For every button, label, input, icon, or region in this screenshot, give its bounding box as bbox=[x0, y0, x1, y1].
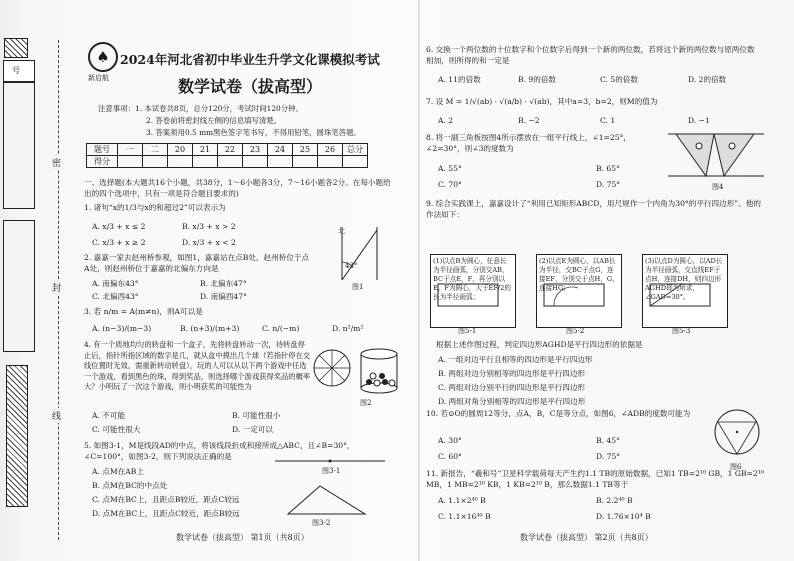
score-cell: 21 bbox=[193, 144, 218, 156]
seal-word-mi: 密 bbox=[52, 155, 61, 170]
q4-option-d[interactable]: D. 一定可以 bbox=[232, 425, 274, 434]
figure-3-1-caption: 图3-1 bbox=[322, 467, 341, 475]
label-id: 号 bbox=[12, 66, 20, 75]
q9-option-c[interactable]: C. 两组对边分别平行的四边形是平行四边形 bbox=[438, 383, 586, 392]
score-input[interactable] bbox=[143, 156, 168, 168]
center-fold bbox=[418, 0, 420, 561]
q2-option-b[interactable]: B. 北偏东47° bbox=[200, 279, 247, 288]
q7-option-a[interactable]: A. 2 bbox=[438, 116, 454, 125]
score-input[interactable] bbox=[168, 156, 193, 168]
notice-block bbox=[98, 103, 361, 139]
figure-6-caption: 图6 bbox=[730, 463, 742, 471]
q11-stem: 11. 新报告，“羲和号”卫星科学载荷每天产生约1.1 TB的原始数据，已知1 TB=2¹⁰ GB，1 GB=2¹⁰ MB，1 MB=2¹⁰ KB，1 KB=2¹⁰ B，那么数据1.1 TB等于 bbox=[426, 469, 764, 489]
seal-word-xian: 线 bbox=[52, 408, 61, 423]
q9-step-3: (3)以点D为圆心，以AD长为半径画弧，交直线EF于点H，连接DH，则四边形AGHD即为所求，∠GAD=30°。 bbox=[642, 254, 728, 328]
score-cell: 得分 bbox=[87, 156, 118, 168]
q3-stem: 3. 若 n/m = A(m≠n)，则A可以是 bbox=[84, 307, 203, 316]
q11-option-d[interactable]: D. 1.76×10⁴ B bbox=[596, 512, 651, 521]
q5-option-a[interactable]: A. 点M在AB上 bbox=[92, 467, 144, 476]
q8-option-d[interactable]: D. 75° bbox=[596, 180, 621, 189]
q10-option-b[interactable]: B. 45° bbox=[596, 436, 620, 445]
q5-option-d[interactable]: D. 点M在BC上，且距点C较近，距点B较远 bbox=[92, 509, 240, 518]
score-cell: 一 bbox=[118, 144, 143, 156]
q9-step-2: (2)以点E为圆心，以AB长为半径，交BC于点G，连接EF，分别交于点H，G，连接HG； bbox=[536, 254, 622, 328]
figure-4-caption: 图4 bbox=[712, 183, 724, 191]
q2-option-d[interactable]: D. 南偏西47° bbox=[200, 292, 247, 301]
q6-option-c[interactable]: C. 5的倍数 bbox=[600, 75, 638, 84]
score-cell: 26 bbox=[318, 144, 343, 156]
score-input[interactable] bbox=[243, 156, 268, 168]
q7-stem: 7. 设 M = 1/√(ab) · √(a/b) · √(ab)，其中a=3，b=2，则M的值为 bbox=[426, 97, 658, 106]
q10-option-d[interactable]: D. 75° bbox=[596, 452, 621, 461]
figure-4-triangles bbox=[666, 124, 766, 186]
school-box bbox=[3, 220, 35, 352]
score-cell: 22 bbox=[218, 144, 243, 156]
figure-5-rectangles bbox=[430, 276, 740, 316]
figure-1-angle: 43° bbox=[345, 262, 358, 270]
score-cell: 总分 bbox=[343, 144, 368, 156]
figure-5-1-caption: 图5-1 bbox=[458, 327, 477, 335]
score-input[interactable] bbox=[118, 156, 143, 168]
figure-1-north: 北 bbox=[338, 227, 345, 235]
score-input[interactable] bbox=[268, 156, 293, 168]
q4-option-a[interactable]: A. 不可能 bbox=[92, 411, 126, 420]
q8-option-a[interactable]: A. 55° bbox=[438, 164, 462, 173]
q3-option-d[interactable]: D. n²/m² bbox=[332, 324, 364, 333]
q7-option-b[interactable]: B. −2 bbox=[518, 116, 540, 125]
q3-option-b[interactable]: B. (n+3)/(m+3) bbox=[180, 324, 240, 333]
q9-question: 根据上述作图过程，判定四边形AGHD是平行四边形的依据是 bbox=[436, 340, 643, 349]
id-box bbox=[3, 60, 35, 82]
figure-1-caption: 图1 bbox=[352, 283, 364, 291]
q6-option-d[interactable]: D. 2的倍数 bbox=[688, 75, 727, 84]
publisher-name: 新启航 bbox=[88, 74, 109, 82]
notice-1: 注意事项：1. 本试卷共8页，总分120分，考试时间120分钟。 bbox=[98, 104, 303, 113]
paper-title: 数学试卷（拔高型） bbox=[178, 77, 323, 96]
figure-5-2-caption: 图5-2 bbox=[566, 327, 585, 335]
q10-stem: 10. 若⊙O的圆周12等分，点A，B，C是等分点，如图6，∠ADB的度数可能为 bbox=[426, 409, 691, 418]
score-cell: 二 bbox=[143, 144, 168, 156]
q3-option-a[interactable]: A. (n−3)/(m−3) bbox=[92, 324, 152, 333]
figure-2-caption: 图2 bbox=[360, 399, 372, 407]
score-cell: 23 bbox=[243, 144, 268, 156]
q10-option-c[interactable]: C. 60° bbox=[438, 452, 462, 461]
q8-option-c[interactable]: C. 70° bbox=[438, 180, 462, 189]
hatch-box-lower bbox=[6, 365, 28, 507]
q2-stem: 2. 嘉嘉一家去赵州桥参观，如图1，嘉嘉站在点B处，赵州桥位于点A处，则赵州桥位于嘉嘉的北偏东方向是 bbox=[84, 253, 310, 273]
score-cell: 题号 bbox=[87, 144, 118, 156]
q8-stem: 8. 将一副三角板按图4所示摆放在一组平行线上，∠1=25°，∠2=30°，则∠3的度数为 bbox=[426, 133, 631, 153]
q4-option-b[interactable]: B. 可能性很小 bbox=[232, 411, 281, 420]
q3-option-c[interactable]: C. n/(−m) bbox=[262, 324, 300, 333]
score-input[interactable] bbox=[218, 156, 243, 168]
score-value-row bbox=[87, 156, 368, 168]
score-input[interactable] bbox=[318, 156, 343, 168]
hatch-box bbox=[4, 38, 28, 58]
q9-step-1: (1)以点B为圆心，任意长为半径画弧，分别交AB，BC于点E，F，再分别以E，F为圆心，大于EF/2的长为半径画弧； bbox=[430, 254, 516, 328]
q7-option-c[interactable]: C. 1 bbox=[600, 116, 616, 125]
q11-option-b[interactable]: B. 2.2⁴⁰ B bbox=[596, 496, 633, 505]
score-input[interactable] bbox=[293, 156, 318, 168]
publisher-logo-icon: ♠ bbox=[88, 42, 118, 72]
q9-option-a[interactable]: A. 一组对边平行且相等的四边形是平行四边形 bbox=[438, 355, 593, 364]
score-cell: 24 bbox=[268, 144, 293, 156]
figure-2-spinner-and-box bbox=[312, 342, 402, 402]
q9-option-d[interactable]: D. 两组对角分别相等的四边形是平行四边形 bbox=[438, 397, 586, 406]
q4-stem: 4. 有一个质地均匀的转盘和一个盒子，先将转盘转动一次，待转盘停止后，指针所指区域的数字是几，就从盒中摸出几个球（若指针停在交线位置时无效，需重新转动转盘），玩的人可以从以下两个游戏中任选一个游戏，看到黑色的珠，得到奖品，则选择哪个游戏获得奖品的概率大？小明玩了一次这个游戏，则小明获奖的可能性为 bbox=[84, 340, 311, 391]
score-cell: 25 bbox=[293, 144, 318, 156]
notice-3: 3. 答案须用0.5 mm黑色签字笔书写，不得用铅笔，圆珠笔答题。 bbox=[146, 128, 361, 137]
q4-option-c[interactable]: C. 可能性很大 bbox=[92, 425, 141, 434]
footer-page-1: 数学试卷（拔高型） 第1页（共8页） bbox=[176, 533, 309, 542]
q1-option-a[interactable]: A. x/3 + x ≤ 2 bbox=[92, 222, 146, 231]
seal-word-feng: 封 bbox=[52, 280, 61, 295]
q6-stem: 6. 交换一个两位数的十位数字和个位数字后得到一个新的两位数，若将这个新的两位数与原两位数相加，则所得的和一定是 bbox=[426, 45, 755, 65]
q6-option-b[interactable]: B. 9的倍数 bbox=[518, 75, 557, 84]
figure-5-3-caption: 图5-3 bbox=[672, 327, 691, 335]
q6-option-a[interactable]: A. 11的倍数 bbox=[438, 75, 481, 84]
q1-option-b[interactable]: B. x/3 + x > 2 bbox=[182, 222, 236, 231]
exam-title: 2024年河北省初中毕业生升学文化课模拟考试 bbox=[120, 52, 380, 67]
q1-option-c[interactable]: C. x/3 + x ≥ 2 bbox=[92, 238, 146, 247]
q2-option-a[interactable]: A. 南偏东43° bbox=[92, 279, 139, 288]
q9-option-b[interactable]: B. 两组对边分别相等的四边形是平行四边形 bbox=[438, 369, 586, 378]
q1-option-d[interactable]: D. x/3 + x < 2 bbox=[182, 238, 236, 247]
score-table bbox=[86, 143, 368, 168]
q5-stem: 5. 如图3-1，M是线段AD的中点，将该线段折成和接所成△ABC，且∠B=30°，∠C=100°，如图3-2，则下列说法正确的是 bbox=[84, 441, 355, 461]
q8-option-b[interactable]: B. 65° bbox=[596, 164, 620, 173]
q11-option-a[interactable]: A. 1.1×2⁴⁰ B bbox=[438, 496, 486, 505]
score-cell: 20 bbox=[168, 144, 193, 156]
q11-option-c[interactable]: C. 1.1×16⁴⁰ B bbox=[438, 512, 491, 521]
footer-page-2: 数学试卷（拔高型） 第2页（共8页） bbox=[520, 533, 653, 542]
score-input[interactable] bbox=[193, 156, 218, 168]
section-1-instructions: 一、选择题(本大题共16个小题，共38分，1～6小题各3分，7～16小题各2分。在每小题给出的四个选项中，只有一项是符合题目要求的) bbox=[84, 178, 391, 198]
q10-option-a[interactable]: A. 30° bbox=[438, 436, 462, 445]
score-header-row bbox=[87, 144, 368, 156]
q5-option-b[interactable]: B. 点M在BC的中点处 bbox=[92, 481, 168, 490]
score-input[interactable] bbox=[343, 156, 368, 168]
q7-option-d[interactable]: D. −1 bbox=[688, 116, 710, 125]
notice-2: 2. 答卷前将密封线左侧的信息填写清楚。 bbox=[146, 116, 282, 125]
figure-6-circle bbox=[708, 404, 766, 462]
q9-stem: 9. 综合实践课上，嘉嘉设计了“利用已知矩形ABCD，用尺规作一个内角为30°的平行四边形”。他的作法如下： bbox=[426, 199, 761, 219]
q2-option-c[interactable]: C. 北偏西43° bbox=[92, 292, 139, 301]
q1-stem: 1. 诸句“x的1/3与x的和超过2”可以表示为 bbox=[84, 203, 226, 212]
figure-3-2-caption: 图3-2 bbox=[312, 519, 331, 527]
name-box bbox=[3, 82, 35, 209]
q5-option-c[interactable]: C. 点M在BC上，且距点B较近，距点C较远 bbox=[92, 495, 240, 504]
